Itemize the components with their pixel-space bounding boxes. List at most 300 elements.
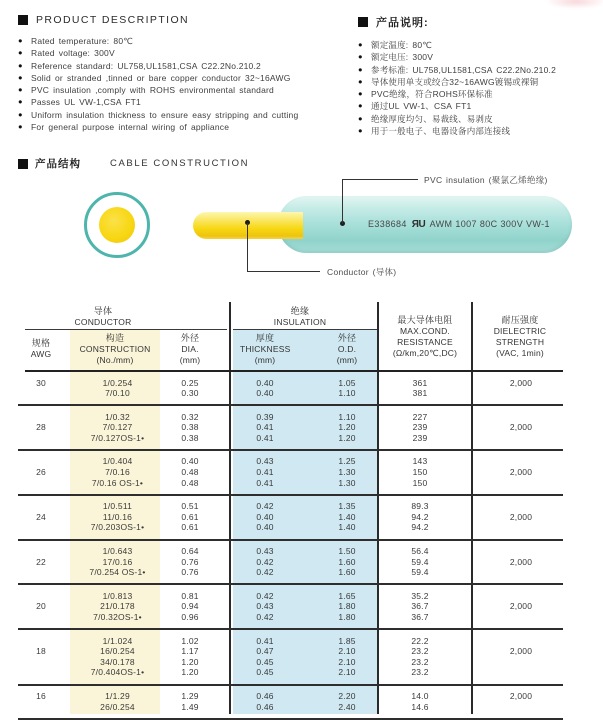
cell-dia-value: 0.38 (181, 432, 199, 443)
cell-resistance-value: 56.4 (411, 546, 429, 557)
cell-od-value: 1.30 (338, 467, 356, 478)
cell-awg-value: 22 (36, 556, 46, 567)
description-item-cn (358, 113, 603, 125)
bullet-dot-icon: ● (18, 109, 23, 119)
cell-thickness-value: 0.42 (256, 501, 274, 512)
cell-thickness (240, 456, 290, 488)
cell-dia-value: 1.02 (181, 635, 199, 646)
cell-dielectric (491, 591, 551, 623)
cell-resistance-value: 227 (412, 411, 428, 422)
cell-od-value: 1.40 (338, 511, 356, 522)
cell-resistance-value: 239 (412, 432, 428, 443)
cell-dia-value: 0.48 (181, 467, 199, 478)
cell-dielectric-value (491, 456, 551, 467)
cell-resistance-value: 35.2 (411, 590, 429, 601)
cell-construction-value: 1/0.404 (102, 456, 133, 467)
cell-resistance-value: 36.7 (411, 612, 429, 623)
cell-dia (165, 378, 215, 399)
cell-construction-value: 7/0.254 OS-1• (89, 567, 146, 578)
cell-thickness-value: 0.40 (256, 388, 274, 399)
awm-style-rating-text: AWM 1007 80C 300V VW-1 (429, 219, 550, 229)
cell-resistance-value: 22.2 (411, 635, 429, 646)
cell-od (322, 591, 372, 623)
bullet-dot-icon: ● (18, 97, 23, 107)
cell-awg-value (18, 522, 64, 533)
pvc-leader-line-vertical (342, 179, 343, 224)
cell-awg-value: 30 (36, 377, 46, 388)
cell-od-value: 1.85 (338, 635, 356, 646)
cable-conductor-illustration (193, 212, 303, 239)
cell-od-value: 1.10 (338, 411, 356, 422)
cell-od-value: 1.80 (338, 612, 356, 623)
product-description-cn-title: 产品说明: (376, 17, 429, 29)
table-row-awg-26 (18, 451, 563, 496)
bullet-dot-icon: ● (18, 121, 23, 131)
cell-construction (70, 691, 165, 712)
cell-construction-value: 1/0.813 (102, 590, 133, 601)
cell-awg-value: 18 (36, 646, 46, 657)
cell-resistance-value: 36.7 (411, 601, 429, 612)
cell-dia-value: 0.38 (181, 422, 199, 433)
description-item-cn (358, 64, 603, 76)
cell-resistance-value: 89.3 (411, 501, 429, 512)
cell-dielectric-value (491, 567, 551, 578)
description-item-text: Solid or stranded ,tinned or bare copper conductor 32~16AWG (31, 72, 291, 83)
cell-construction-value: 26/0.254 (100, 701, 135, 712)
cell-construction (70, 636, 165, 678)
description-item-text: For general purpose internal wiring of appliance (31, 121, 230, 132)
cell-thickness-value: 0.46 (256, 701, 274, 712)
description-item-cn (358, 51, 603, 63)
cell-thickness-value: 0.42 (256, 612, 274, 623)
cell-dia (165, 412, 215, 444)
cell-awg-value (18, 636, 64, 647)
cell-awg-value (18, 546, 64, 557)
cell-dielectric-value (491, 636, 551, 647)
cell-awg-value (18, 667, 64, 678)
table-body (18, 372, 563, 720)
ul-recognized-mark-icon: ЯU (411, 219, 426, 230)
cell-dielectric (491, 546, 551, 578)
description-item-cn-text: 参考标准: UL758,UL1581,CSA C22.2No.210.2 (371, 64, 557, 75)
cell-dielectric-value: 2,000 (509, 601, 533, 612)
cell-dia-value: 0.64 (181, 546, 199, 557)
cell-dielectric-value (491, 591, 551, 602)
description-item (18, 47, 353, 59)
cell-construction-value: 1/0.643 (102, 546, 133, 557)
cell-dielectric (491, 456, 551, 488)
cell-thickness (240, 378, 290, 399)
cell-thickness-value: 0.42 (256, 556, 274, 567)
product-description-title: PRODUCT DESCRIPTION (36, 14, 189, 26)
awg-column-header: 规格 AWG (30, 338, 52, 359)
cell-dielectric-value (491, 522, 551, 533)
cell-construction-value: 16/0.254 (100, 646, 135, 657)
cell-dia (165, 691, 215, 712)
cell-dielectric-value: 2,000 (509, 556, 533, 567)
cell-resistance (390, 636, 450, 678)
cell-dia-value: 1.49 (181, 701, 199, 712)
od-column-header: 外径 O.D. (mm) (336, 333, 358, 365)
cell-resistance (390, 591, 450, 623)
cell-od-value: 1.60 (338, 556, 356, 567)
ul-file-number: E338684 (368, 219, 407, 229)
cell-dia-value: 0.51 (181, 501, 199, 512)
description-item-cn (358, 76, 603, 88)
cell-construction (70, 412, 165, 444)
cell-construction-value: 7/0.32OS-1• (93, 612, 142, 623)
cell-thickness-value: 0.39 (256, 411, 274, 422)
cell-thickness (240, 501, 290, 533)
cell-od (322, 636, 372, 678)
cell-construction-value: 11/0.16 (102, 511, 133, 522)
cell-dia (165, 591, 215, 623)
cell-awg-value (18, 657, 64, 668)
cell-dielectric-value (491, 612, 551, 623)
product-description-cn (358, 14, 603, 137)
table-row-awg-22 (18, 541, 563, 586)
cell-dia (165, 636, 215, 678)
cell-awg-value: 16 (36, 691, 46, 702)
cell-thickness (240, 546, 290, 578)
cell-dielectric-value: 2,000 (509, 511, 533, 522)
cell-od-value: 1.35 (338, 501, 356, 512)
description-item-cn (358, 100, 603, 112)
bullet-dot-icon: ● (18, 85, 23, 94)
conductor-group-underline (25, 329, 227, 330)
cell-resistance-value: 150 (412, 467, 428, 478)
cell-dia-value: 0.94 (181, 601, 199, 612)
construction-column-header: 构造 CONSTRUCTION (No./mm) (79, 333, 151, 365)
product-description-cn-title-row (358, 14, 603, 30)
pvc-leader-line-horizontal (342, 179, 418, 180)
description-item-text: PVC insulation ,comply with ROHS environmental standard (31, 85, 274, 95)
cell-awg-value (18, 702, 64, 713)
cell-dia-value: 0.76 (181, 567, 199, 578)
cell-thickness-value: 0.45 (256, 656, 274, 667)
cell-construction (70, 456, 165, 488)
cell-od-value: 2.10 (338, 667, 356, 678)
cell-resistance (390, 546, 450, 578)
cell-construction-value: 7/0.203OS-1• (90, 522, 145, 533)
cell-dielectric-value (491, 412, 551, 423)
bullet-dot-icon: ● (18, 72, 23, 82)
cell-construction-value: 7/0.10 (105, 388, 130, 399)
cell-od (322, 456, 372, 488)
cell-resistance (390, 378, 450, 399)
cell-construction-value: 1/0.32 (105, 411, 130, 422)
cell-awg-value (18, 433, 64, 444)
cell-od-value: 2.40 (338, 701, 356, 712)
black-square-bullet-icon (18, 15, 28, 25)
cell-od-value: 1.10 (338, 388, 356, 399)
cell-awg-value (18, 612, 64, 623)
cell-dia-value: 0.96 (181, 612, 199, 623)
cell-awg (18, 636, 64, 678)
cell-dia (165, 501, 215, 533)
insulation-group-header: 绝缘 INSULATION (273, 306, 327, 327)
cell-od-value: 2.20 (338, 691, 356, 702)
description-item-cn-text: PVC绝缘，符合ROHS环保标准 (371, 89, 493, 99)
cell-dielectric-value (491, 478, 551, 489)
cell-dielectric-value (491, 388, 551, 399)
cell-awg (18, 546, 64, 578)
cell-construction-value: 7/0.16 (105, 467, 130, 478)
bullet-dot-icon: ● (358, 113, 363, 123)
bullet-dot-icon: ● (358, 64, 363, 74)
bullet-dot-icon: ● (358, 52, 363, 62)
description-item-text: Rated voltage: 300V (31, 48, 115, 59)
cell-od (322, 412, 372, 444)
cell-dielectric (491, 636, 551, 678)
cell-awg-value: 20 (36, 601, 46, 612)
cell-dielectric-value (491, 667, 551, 678)
cell-construction-value: 17/0.16 (102, 556, 133, 567)
cell-resistance-value: 239 (412, 422, 428, 433)
cell-dielectric (491, 691, 551, 712)
cell-od (322, 378, 372, 399)
description-item-cn-text: 绝缘厚度均匀、易裁线、易剥皮 (371, 113, 493, 124)
cable-construction-title-en: CABLE CONSTRUCTION (110, 158, 250, 169)
cell-thickness-value: 0.41 (256, 432, 274, 443)
conductor-leader-line-horizontal (247, 271, 320, 272)
cell-thickness (240, 691, 290, 712)
cell-thickness-value: 0.42 (256, 590, 274, 601)
cell-resistance-value: 23.2 (411, 646, 429, 657)
cross-section-conductor-core (99, 207, 135, 243)
cell-resistance-value: 361 (412, 377, 428, 388)
cell-od (322, 691, 372, 712)
cell-dia (165, 546, 215, 578)
cell-awg-value (18, 456, 64, 467)
insulation-group-underline (233, 329, 377, 330)
cell-construction-value: 21/0.178 (100, 601, 135, 612)
cropped-logo-smudge (545, 0, 603, 9)
cell-construction (70, 378, 165, 399)
product-description-title-row (18, 14, 353, 26)
cell-construction-value: 1/0.511 (102, 501, 133, 512)
cell-dia (165, 456, 215, 488)
cell-resistance-value: 23.2 (411, 656, 429, 667)
description-item (18, 60, 353, 72)
cell-thickness (240, 591, 290, 623)
cell-resistance-value: 143 (412, 456, 428, 467)
cell-construction-value: 7/0.127 (102, 422, 133, 433)
cell-od-value: 1.65 (338, 590, 356, 601)
table-row-awg-24 (18, 496, 563, 541)
cell-awg (18, 412, 64, 444)
cell-awg (18, 378, 64, 399)
cell-awg (18, 691, 64, 712)
cell-construction-value: 7/0.404OS-1• (90, 667, 145, 678)
cell-awg-value (18, 478, 64, 489)
cell-construction-value: 7/0.16 OS-1• (91, 477, 144, 488)
cell-od-value: 1.30 (338, 477, 356, 488)
cell-dielectric-value: 2,000 (509, 377, 533, 388)
description-item-text: Reference standard: UL758,UL1581,CSA C22.2No.210.2 (31, 60, 261, 71)
cell-resistance (390, 412, 450, 444)
cell-dielectric-value: 2,000 (509, 691, 533, 702)
cell-awg-value (18, 501, 64, 512)
bullet-dot-icon: ● (358, 101, 363, 111)
cell-dia-value: 0.81 (181, 590, 199, 601)
cell-awg-value: 26 (36, 467, 46, 478)
conductor-group-header: 导体 CONDUCTOR (74, 306, 132, 327)
cell-resistance-value: 94.2 (411, 511, 429, 522)
cell-awg-value (18, 567, 64, 578)
black-square-bullet-icon (18, 159, 28, 169)
cell-awg-value: 28 (36, 422, 46, 433)
product-description-list (18, 35, 353, 133)
bullet-dot-icon: ● (18, 48, 23, 58)
description-item-cn (358, 125, 603, 137)
cell-awg-value: 24 (36, 511, 46, 522)
description-item-text: Passes UL VW-1,CSA FT1 (31, 97, 141, 108)
cell-od-value: 2.10 (338, 646, 356, 657)
description-item-text: Rated temperature: 80℃ (31, 36, 133, 46)
cell-thickness (240, 412, 290, 444)
cell-thickness-value: 0.43 (256, 546, 274, 557)
table-row-awg-30 (18, 372, 563, 406)
description-item-text: Uniform insulation thickness to ensure easy stripping and cutting (31, 109, 299, 120)
bullet-dot-icon: ● (18, 36, 23, 45)
cell-awg-value (18, 412, 64, 423)
description-item-cn-text: 导体使用单支或绞合32~16AWG镀锡或裸铜 (371, 76, 539, 87)
bullet-dot-icon: ● (358, 125, 363, 135)
cell-resistance-value: 59.4 (411, 567, 429, 578)
cell-dielectric-value (491, 433, 551, 444)
resistance-column-header: 最大导体电阻 MAX.COND. RESISTANCE (Ω/km,20℃,DC) (392, 315, 458, 358)
cell-thickness-value: 0.42 (256, 567, 274, 578)
cell-resistance-value: 150 (412, 477, 428, 488)
description-item (18, 109, 353, 121)
cell-dielectric-value (491, 546, 551, 557)
description-item (18, 84, 353, 96)
cell-construction-value: 1/0.254 (102, 377, 133, 388)
conductor-label: Conductor (导体) (327, 267, 397, 277)
cell-dielectric (491, 378, 551, 399)
cell-thickness-value: 0.43 (256, 456, 274, 467)
cell-construction-value: 1/1.024 (102, 635, 133, 646)
cell-resistance-value: 381 (412, 388, 428, 399)
cell-od-value: 1.40 (338, 522, 356, 533)
cell-dielectric-value (491, 657, 551, 668)
cell-resistance (390, 691, 450, 712)
specification-table (18, 302, 563, 714)
cell-dia-value: 0.40 (181, 456, 199, 467)
bullet-dot-icon: ● (358, 76, 363, 86)
cell-resistance (390, 456, 450, 488)
cell-dia-value: 0.25 (181, 377, 199, 388)
product-description-cn-list (358, 39, 603, 137)
cell-awg (18, 501, 64, 533)
cell-resistance-value: 94.2 (411, 522, 429, 533)
cell-od-value: 1.25 (338, 456, 356, 467)
description-item-cn-text: 额定温度: 80℃ (371, 40, 433, 50)
cell-dia-value: 0.48 (181, 477, 199, 488)
bullet-dot-icon: ● (18, 60, 23, 70)
cell-awg (18, 456, 64, 488)
cell-dia-value: 1.20 (181, 656, 199, 667)
cable-marking-text (368, 219, 550, 230)
cell-dielectric (491, 501, 551, 533)
cell-construction-value: 1/1.29 (105, 691, 130, 702)
cell-od (322, 546, 372, 578)
cell-dielectric-value: 2,000 (509, 467, 533, 478)
cell-dia-value: 0.76 (181, 556, 199, 567)
cell-dielectric (491, 412, 551, 444)
dia-column-header: 外径 DIA. (mm) (179, 333, 201, 365)
description-item-cn (358, 88, 603, 100)
cell-thickness-value: 0.41 (256, 422, 274, 433)
cell-od-value: 1.20 (338, 432, 356, 443)
cell-od-value: 1.50 (338, 546, 356, 557)
cell-dia-value: 1.29 (181, 691, 199, 702)
cell-dielectric-value (491, 501, 551, 512)
black-square-bullet-icon (358, 17, 368, 27)
cell-awg-value (18, 388, 64, 399)
cell-od (322, 501, 372, 533)
cell-construction (70, 501, 165, 533)
cell-resistance (390, 501, 450, 533)
cell-construction-value: 7/0.127OS-1• (90, 432, 145, 443)
table-row-awg-18 (18, 630, 563, 685)
table-row-awg-16 (18, 686, 563, 720)
cell-od-value: 1.05 (338, 377, 356, 388)
cell-thickness-value: 0.40 (256, 377, 274, 388)
cell-dia-value: 1.20 (181, 667, 199, 678)
pvc-insulation-label: PVC insulation (聚氯乙烯绝缘) (424, 175, 548, 185)
cell-dielectric-value: 2,000 (509, 646, 533, 657)
cell-dia-value: 1.17 (181, 646, 199, 657)
cell-dia-value: 0.32 (181, 411, 199, 422)
thickness-column-header: 厚度 THICKNESS (mm) (240, 333, 291, 365)
cell-thickness-value: 0.46 (256, 691, 274, 702)
conductor-leader-line-vertical (247, 223, 248, 272)
description-item-cn-text: 额定电压: 300V (371, 52, 434, 63)
cell-thickness-value: 0.41 (256, 635, 274, 646)
cell-resistance-value: 23.2 (411, 667, 429, 678)
table-row-awg-20 (18, 585, 563, 630)
cell-thickness-value: 0.47 (256, 646, 274, 657)
description-item-cn (358, 39, 603, 51)
cell-thickness-value: 0.40 (256, 511, 274, 522)
cell-thickness-value: 0.40 (256, 522, 274, 533)
cell-od-value: 2.10 (338, 656, 356, 667)
cell-thickness (240, 636, 290, 678)
description-item (18, 72, 353, 84)
dielectric-column-header: 耐压强度 DIELECTRIC STRENGTH (VAC, 1min) (493, 315, 547, 358)
description-item (18, 121, 353, 133)
description-item-cn-text: 通过UL VW-1、CSA FT1 (371, 101, 472, 112)
table-row-awg-28 (18, 406, 563, 451)
description-item (18, 35, 353, 47)
cell-awg (18, 591, 64, 623)
cell-thickness-value: 0.41 (256, 467, 274, 478)
cell-construction (70, 546, 165, 578)
cell-dielectric-value: 2,000 (509, 422, 533, 433)
cell-dia-value: 0.61 (181, 511, 199, 522)
description-item (18, 96, 353, 108)
bullet-dot-icon: ● (358, 89, 363, 98)
cell-thickness-value: 0.43 (256, 601, 274, 612)
cell-thickness-value: 0.45 (256, 667, 274, 678)
cell-awg-value (18, 591, 64, 602)
product-description-en (18, 14, 353, 133)
cable-construction-title-cn: 产品结构 (35, 158, 81, 170)
cable-construction-header (18, 156, 249, 171)
cell-resistance-value: 59.4 (411, 556, 429, 567)
